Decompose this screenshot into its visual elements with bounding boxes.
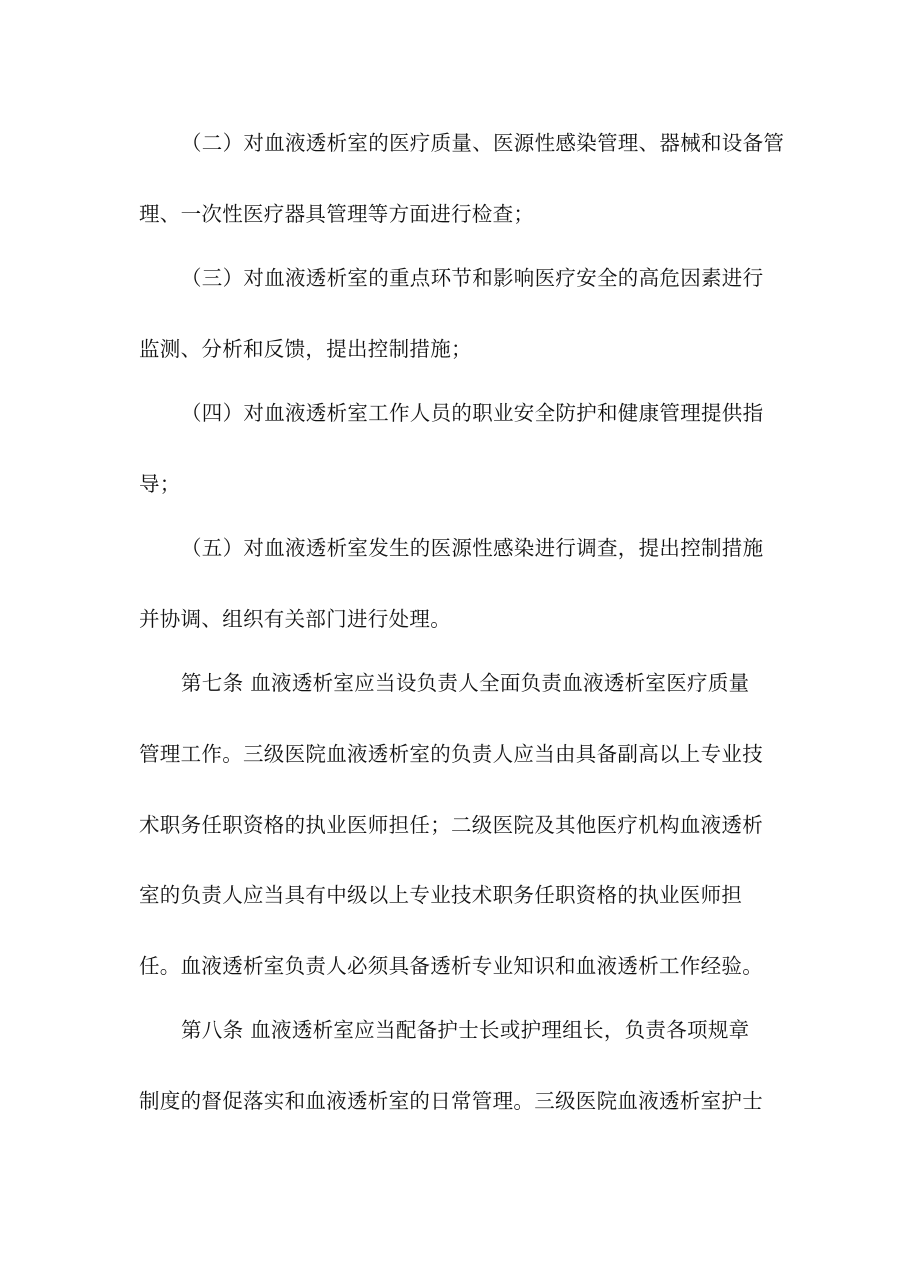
paragraph-line: 任。血液透析室负责人必须具备透析专业知识和血液透析工作经验。: [139, 954, 763, 978]
paragraph-line: 导；: [139, 472, 181, 496]
paragraph-line: 制度的督促落实和血液透析室的日常管理。三级医院血液透析室护士: [139, 1089, 763, 1113]
paragraph-line: 监测、分析和反馈，提出控制措施；: [139, 337, 472, 361]
paragraph-line: （五）对血液透析室发生的医源性感染进行调查，提出控制措施: [181, 536, 764, 560]
paragraph-line: （二）对血液透析室的医疗质量、医源性感染管理、器械和设备管: [181, 131, 785, 155]
paragraph-line: 理、一次性医疗器具管理等方面进行检查；: [139, 202, 535, 226]
paragraph-line: （三）对血液透析室的重点环节和影响医疗安全的高危因素进行: [181, 266, 764, 290]
paragraph-line: 管理工作。三级医院血液透析室的负责人应当由具备副高以上专业技: [139, 742, 763, 766]
paragraph-line: 第八条 血液透析室应当配备护士长或护理组长，负责各项规章: [181, 1018, 750, 1042]
paragraph-line: 室的负责人应当具有中级以上专业技术职务任职资格的执业医师担: [139, 883, 743, 907]
paragraph-line: 术职务任职资格的执业医师担任；二级医院及其他医疗机构血液透析: [139, 813, 763, 837]
paragraph-line: 第七条 血液透析室应当设负责人全面负责血液透析室医疗质量: [181, 671, 750, 695]
paragraph-line: 并协调、组织有关部门进行处理。: [139, 607, 451, 631]
paragraph-line: （四）对血液透析室工作人员的职业安全防护和健康管理提供指: [181, 401, 764, 425]
